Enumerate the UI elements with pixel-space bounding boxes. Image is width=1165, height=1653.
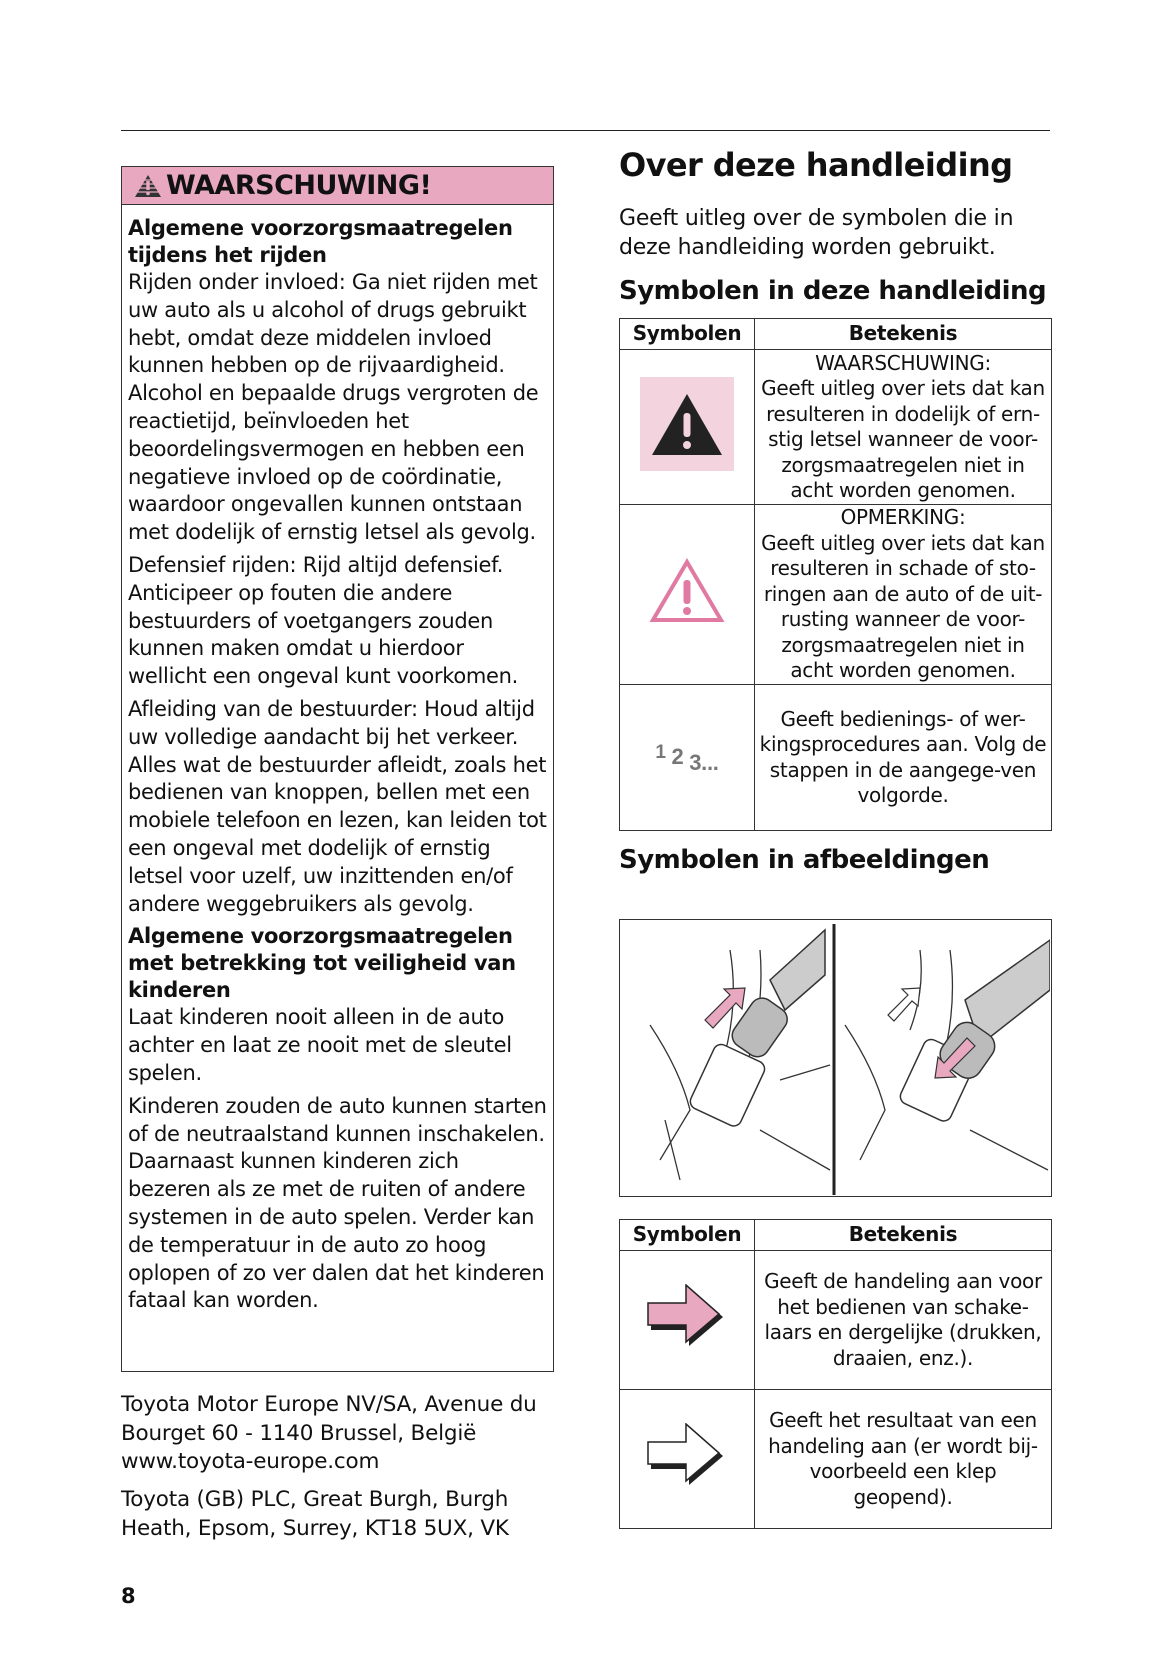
step-3: 3... [689, 749, 719, 775]
meaning-text: Geeft bedienings- of wer-kingsprocedures aan. Volg de stappen in de aangege-ven volgorde. [759, 706, 1047, 807]
address-europe: Toyota Motor Europe NV/SA, Avenue du Bourget 60 - 1140 Brussel, België www.toyota-europe.com [121, 1392, 537, 1474]
meaning-text: Geeft het resultaat van een handeling aan (er wordt bij-voorbeeld een klep geopend). [768, 1408, 1038, 1509]
page-title: Over deze handleiding [619, 146, 1013, 184]
col-header-meaning: Betekenis [755, 1220, 1052, 1251]
section-heading: Algemene voorzorgsmaatregelen met betrekking tot veiligheid van kinderen [128, 924, 516, 1003]
paragraph: Rijden onder invloed: Ga niet rijden met uw auto als u alcohol of drugs gebruikt hebt, omdat deze middelen invloed kunnen hebben op de rijvaardigheid. Alcohol en bepaalde drugs vergroten de reactietijd, beïnvloeden het beoordelingsvermogen en hebben een negatieve invloed op de coördinatie, waardoor ongevallen kunnen ontstaan met dodelijk of ernstig letsel als gevolg. [128, 270, 539, 545]
seatbelt-illustration [619, 919, 1052, 1197]
seatbelt-drawing [620, 920, 1050, 1195]
col-header-symbols: Symbolen [620, 1220, 755, 1251]
table-row [620, 350, 1052, 505]
warning-triangle-outline-icon [649, 558, 725, 624]
paragraph: Afleiding van de bestuurder: Houd altijd uw volledige aandacht bij het verkeer. Alles wat de bestuurder afleidt, zoals het bedienen van knoppen, bellen met een mobiele telefoon en lezen, kan leiden tot een ongeval met dodelijk of ernstig letsel voor uzelf, uw inzittenden en/of andere weggebruikers als gevolg. [128, 696, 547, 916]
col-header-symbols: Symbolen [620, 319, 755, 350]
table-row [620, 1251, 1052, 1390]
meaning-label: WAARSCHUWING: [815, 350, 991, 375]
paragraph: Defensief rijden: Rijd altijd defensief. Anticipeer op fouten die andere bestuurders of voetgangers zouden kunnen maken omdat u hierdoor wellicht een ongeval kunt voorkomen. [128, 552, 519, 689]
step-sequence-icon [655, 741, 719, 775]
section-heading: Algemene voorzorgsmaatregelen tijdens het rijden [128, 216, 513, 267]
section-title-manual: Symbolen in deze handleiding [619, 276, 1047, 306]
meaning-text: Geeft uitleg over iets dat kan resulteren in schade of sto-ringen aan de auto of de uit-rusting wanneer de voor-zorgsmaatregelen niet in acht worden genomen. [761, 530, 1045, 683]
white-arrow-icon [647, 1423, 727, 1489]
table-row [620, 685, 1052, 831]
image-symbols-table [619, 1219, 1052, 1529]
intro-text: Geeft uitleg over de symbolen die in deze handleiding worden gebruikt. [619, 206, 1014, 260]
warning-box [121, 166, 554, 1372]
meaning-label: OPMERKING: [840, 505, 966, 530]
step-2: 2 [671, 743, 684, 769]
meaning-text: Geeft uitleg over iets dat kan resulteren in dodelijk of ern-stig letsel wanneer de voor-zorgsmaatregelen niet in acht worden genomen. [761, 376, 1045, 502]
paragraph: Kinderen zouden de auto kunnen starten of de neutraalstand kunnen inschakelen. Daarnaast kunnen kinderen zich bezeren als ze met de ruiten of andere systemen in de auto spelen. Verder kan de temperatuur in de auto zo hoog oplopen of zo ver dalen dat het kinderen fataal kan worden. [128, 1093, 547, 1313]
warning-triangle-icon [134, 174, 162, 198]
warning-triangle-filled-icon [640, 377, 734, 471]
step-1: 1 [655, 741, 666, 763]
top-rule [121, 130, 1050, 131]
col-header-meaning: Betekenis [755, 319, 1052, 350]
meaning-text: Geeft de handeling aan voor het bedienen van schake-laars en dergelijke (drukken, draaien, enz.). [764, 1269, 1042, 1370]
paragraph: Laat kinderen nooit alleen in de auto achter en laat ze nooit met de sleutel spelen. [128, 1005, 512, 1085]
page-number: 8 [121, 1584, 136, 1608]
table-row [620, 505, 1052, 685]
warning-title: WAARSCHUWING! [166, 170, 432, 201]
section-title-images: Symbolen in afbeeldingen [619, 845, 990, 875]
symbols-table [619, 318, 1052, 831]
pink-arrow-icon [647, 1284, 727, 1350]
table-row [620, 1390, 1052, 1529]
warning-header [122, 167, 553, 205]
address-gb: Toyota (GB) PLC, Great Burgh, Burgh Heath, Epsom, Surrey, KT18 5UX, VK [121, 1487, 509, 1541]
